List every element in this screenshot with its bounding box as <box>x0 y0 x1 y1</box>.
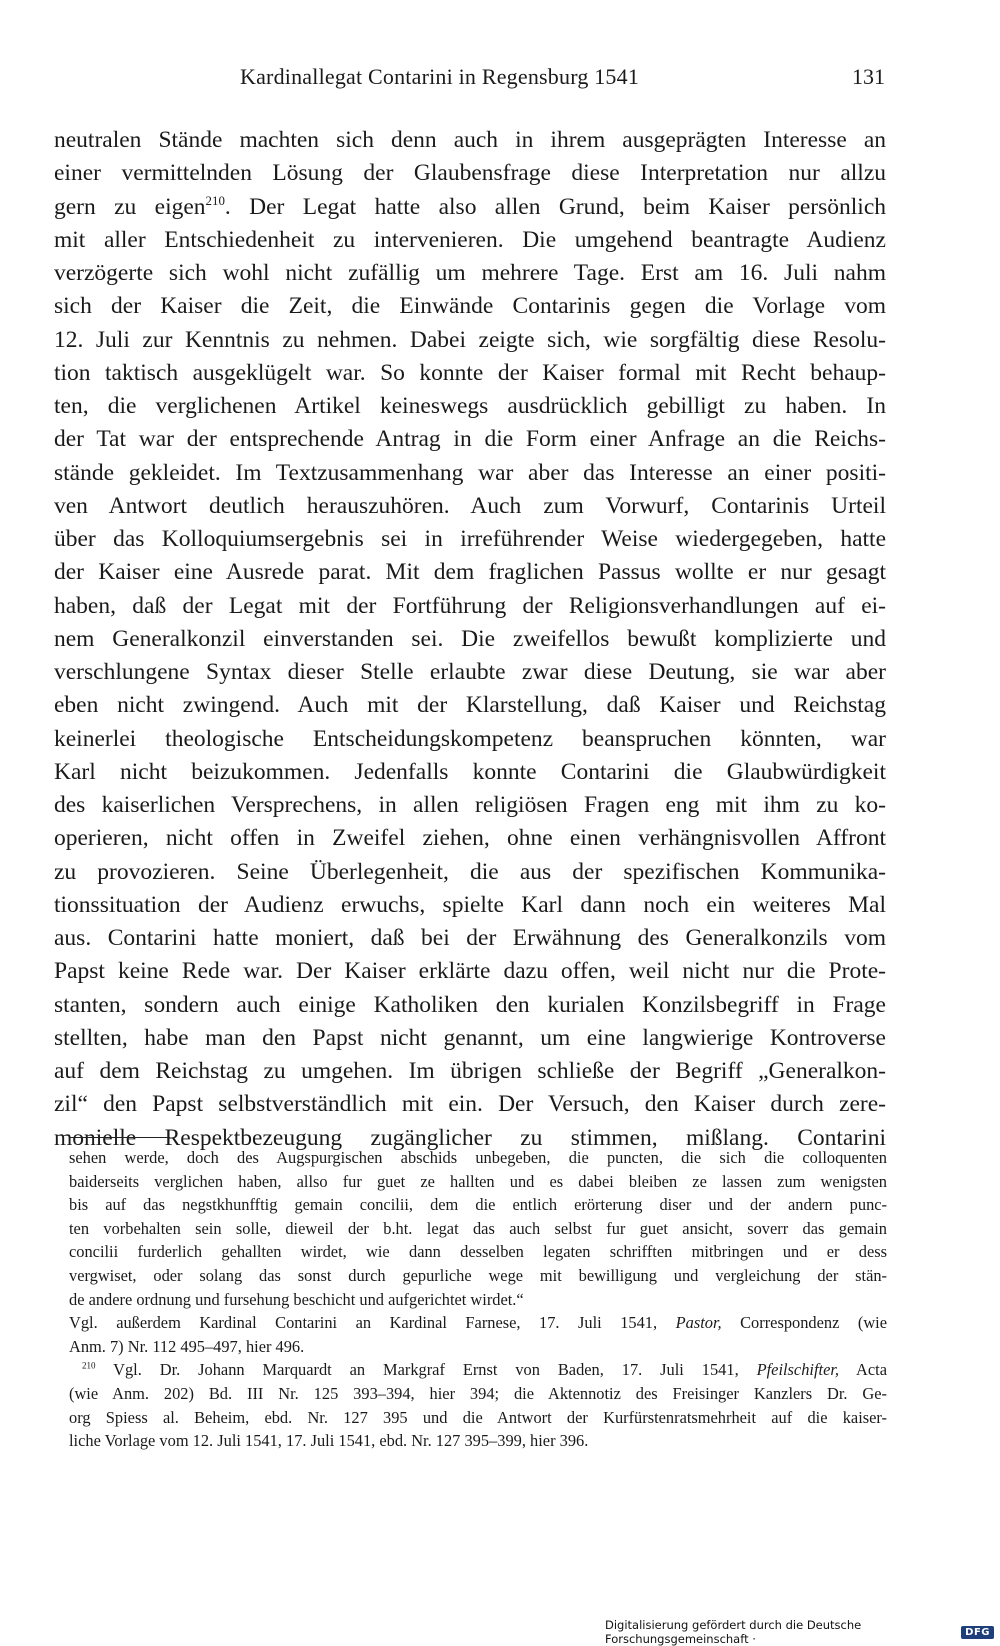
digitization-credit <box>605 1618 1000 1646</box>
footnote-line: vergwiset, oder solang das sonst durch gepurliche wege mit bewilligung und vergleichung der stän- <box>69 1265 887 1285</box>
body-line: der Kaiser eine Ausrede parat. Mit dem fraglichen Passus wollte er nur gesagt <box>54 559 886 586</box>
footnote-vgl-line: Vgl. außerdem Kardinal Contarini an Kardinal Farnese, 17. Juli 1541, Pastor, Correspondenz (wie <box>69 1313 887 1333</box>
body-text <box>54 124 886 1155</box>
running-title: Kardinallegat Contarini in Regensburg 1541 <box>240 64 640 89</box>
footnote-line: org Spiess al. Beheim, ebd. Nr. 127 395 und die Antwort der Kurfürstenratsmehrheit auf die kaiser- <box>69 1407 887 1427</box>
body-line: stände gekleidet. Im Textzusammenhang war aber das Interesse an einer positi- <box>54 459 886 486</box>
body-line: haben, daß der Legat mit der Fortführung der Religionsverhandlungen auf ei- <box>54 592 886 619</box>
body-line: auf dem Reichstag zu umgehen. Im übrigen schließe der Begriff „Generalkon- <box>54 1058 886 1084</box>
body-line: ten, die verglichenen Artikel keineswegs ausdrücklich gebilligt zu haben. In <box>54 393 886 419</box>
footnote-210: $^{210}$ Vgl. Dr. Johann Marquardt an Markgraf Ernst von Baden, 17. Juli 1541, Pfeilschifter, Acta <box>82 1360 887 1380</box>
body-line: monielle Respektbezeugung zugänglicher zu stimmen, mißlang. Contarini <box>54 1124 886 1151</box>
footnotes <box>69 1146 887 1453</box>
body-line: mit aller Entschiedenheit zu intervenieren. Die umgehend beantragte Audienz <box>54 226 886 253</box>
footnote-line: (wie Anm. 202) Bd. III Nr. 125 393–394, hier 394; die Aktennotiz des Freisinger Kanzlers Dr. Ge- <box>69 1383 887 1403</box>
body-line: verschlungene Syntax dieser Stelle erlaubte zwar diese Deutung, sie war aber <box>54 659 886 685</box>
body-line: tion taktisch ausgeklügelt war. So konnte der Kaiser formal mit Recht behaup- <box>54 359 886 386</box>
footnote-line: sehen werde, doch des Augspurgischen abschids unbegeben, die puncten, die sich die colloquenten <box>69 1148 887 1167</box>
body-line: des kaiserlichen Versprechens, in allen religiösen Fragen eng mit ihm zu ko- <box>54 792 886 818</box>
body-line: Karl nicht beizukommen. Jedenfalls konnte Contarini die Glaubwürdigkeit <box>54 758 886 785</box>
body-line: zil“ den Papst selbstverständlich mit ein. Der Versuch, den Kaiser durch zere- <box>54 1091 886 1118</box>
body-line: gern zu eigen$^{210}$. Der Legat hatte also allen Grund, beim Kaiser persönlich <box>54 192 887 220</box>
footnote-line: baiderseits verglichen haben, allso fur guet ze hallten und es dabei bleiben ze lassen zum wenigsten <box>69 1171 887 1191</box>
footnote-line: ten vorbehalten sein solle, dieweil der b.ht. legat das auch selbst fur guet ansicht, soverr das gemain <box>69 1218 887 1238</box>
body-line: nem Generalkonzil einverstanden sei. Die zweifellos bewußt komplizierte und <box>54 625 886 652</box>
footnote-line: concilii furderlich gehallten wirdet, wie dann desselben legaten schrifften mitbringen und er dess <box>69 1242 887 1262</box>
body-line: neutralen Stände machten sich denn auch in ihrem ausgeprägten Interesse an <box>54 127 886 153</box>
body-line: keinerlei theologische Entscheidungskompetenz beanspruchen könnten, war <box>54 725 886 752</box>
body-line: sich der Kaiser die Zeit, die Einwände Contarinis gegen die Vorlage vom <box>54 293 886 320</box>
footnote-line: bis auf das negstkhunfftig gemain concilii, dem die entlich erörterung diser und der andern punc- <box>69 1195 887 1215</box>
body-line: verzögerte sich wohl nicht zufällig um mehrere Tage. Erst am 16. Juli nahm <box>54 260 886 286</box>
footnote-separator <box>70 1137 170 1138</box>
body-line: aus. Contarini hatte moniert, daß bei der Erwähnung des Generalkonzils vom <box>54 925 886 951</box>
body-line: eben nicht zwingend. Auch mit der Klarstellung, daß Kaiser und Reichstag <box>54 692 886 719</box>
body-line: 12. Juli zur Kenntnis zu nehmen. Dabei zeigte sich, wie sorgfältig diese Resolu- <box>54 326 886 353</box>
footnote-210-lines <box>69 1382 887 1453</box>
page-number: 131 <box>852 64 885 89</box>
author-italic: Pastor, <box>675 1313 722 1333</box>
dfg-logo-icon: DFG <box>961 1626 994 1639</box>
body-line: zu provozieren. Seine Überlegenheit, die aus der spezifischen Kommunika- <box>54 858 886 885</box>
footnote-209-continuation <box>69 1146 887 1311</box>
footnote-vgl-line: Anm. 7) Nr. 112 495–497, hier 496. <box>69 1336 305 1356</box>
footnote-line: de andere ordnung und fursehung beschicht und aufgerichtet wirdet.“ <box>69 1289 524 1309</box>
footnote-reference: 210 <box>205 192 225 208</box>
author-italic: Pfeilschifter, <box>756 1360 840 1380</box>
body-line: tionssituation der Audienz erwuchs, spielte Karl dann noch ein weiteres Mal <box>54 891 886 918</box>
body-line: über das Kolloquiumsergebnis sei in irreführender Weise wiedergegeben, hatte <box>54 526 886 552</box>
body-line: Papst keine Rede war. Der Kaiser erklärte dazu offen, weil nicht nur die Prote- <box>54 958 886 985</box>
credit-text: Digitalisierung gefördert durch die Deutsche Forschungsgemeinschaft · <box>605 1618 862 1646</box>
body-line: ven Antwort deutlich herauszuhören. Auch zum Vorwurf, Contarinis Urteil <box>54 492 886 519</box>
footnote-number: 210 <box>82 1360 96 1371</box>
body-line: einer vermittelnden Lösung der Glaubensfrage diese Interpretation nur allzu <box>54 160 886 187</box>
footnote-line: liche Vorlage vom 12. Juli 1541, 17. Juli 1541, ebd. Nr. 127 395–399, hier 396. <box>69 1431 589 1451</box>
body-line: stellten, habe man den Papst nicht genannt, um eine langwierige Kontroverse <box>54 1024 886 1051</box>
body-line: der Tat war der entsprechende Antrag in die Form einer Anfrage an die Reichs- <box>54 426 886 453</box>
body-line: operieren, nicht offen in Zweifel ziehen, ohne einen verhängnisvollen Affront <box>54 825 886 852</box>
body-line: stanten, sondern auch einige Katholiken den kurialen Konzilsbegriff in Frage <box>54 991 886 1018</box>
